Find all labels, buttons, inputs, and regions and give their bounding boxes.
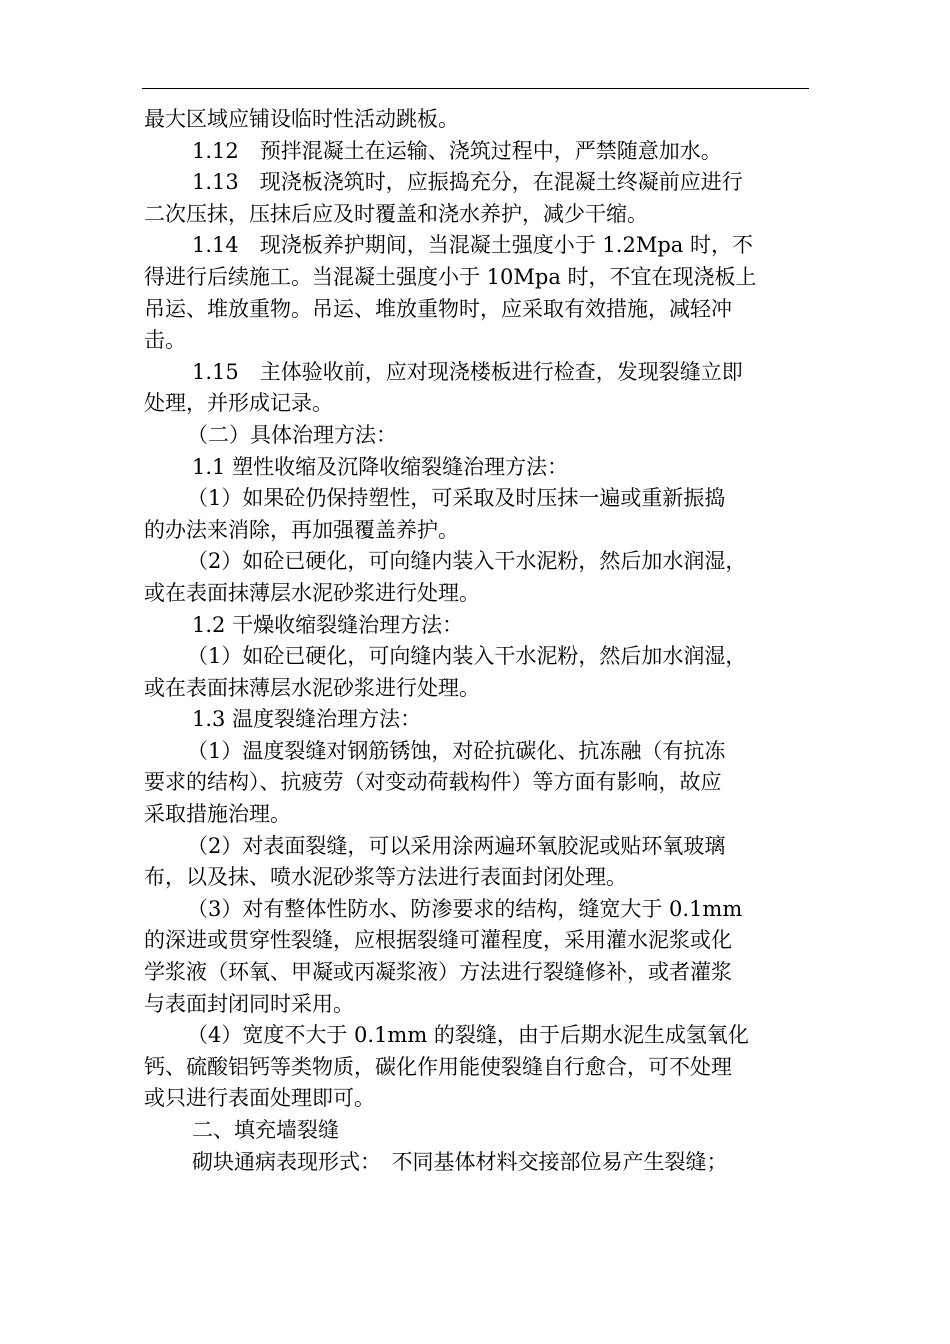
text-line: 1.14 现浇板养护期间，当混凝土强度小于 1.2Mpa 时，不 <box>192 233 753 258</box>
text-line: 1.2 干燥收缩裂缝治理方法： <box>192 612 464 637</box>
text-line: 采取措施治理。 <box>144 802 291 827</box>
text-line: （3）对有整体性防水、防渗要求的结构，缝宽大于 0.1mm <box>187 896 743 921</box>
text-line: （1）温度裂缝对钢筋锈蚀，对砼抗碳化、抗冻融（有抗冻 <box>187 738 726 763</box>
text-line: 的办法来消除，再加强覆盖养护。 <box>144 517 459 542</box>
text-line: 1.1 塑性收缩及沉降收缩裂缝治理方法： <box>192 454 569 479</box>
text-line: （4）宽度不大于 0.1mm 的裂缝，由于后期水泥生成氢氧化 <box>187 1023 749 1048</box>
text-line: 处理，并形成记录。 <box>144 391 333 416</box>
text-line: 1.3 温度裂缝治理方法： <box>192 707 422 732</box>
text-line: 二次压抹，压抹后应及时覆盖和浇水养护，减少干缩。 <box>144 201 648 226</box>
text-line: 最大区域应铺设临时性活动跳板。 <box>144 107 459 131</box>
text-line: 或只进行表面处理即可。 <box>144 1086 375 1111</box>
text-line: 的深进或贯穿性裂缝，应根据裂缝可灌程度，采用灌水泥浆或化 <box>144 928 732 953</box>
text-line: 击。 <box>144 328 186 353</box>
text-line: 钙、硫酸铝钙等类物质，碳化作用能使裂缝自行愈合，可不处理 <box>144 1054 732 1079</box>
text-line: 1.15 主体验收前，应对现浇楼板进行检查，发现裂缝立即 <box>192 359 743 384</box>
text-line: 砌块通病表现形式： 不同基体材料交接部位易产生裂缝； <box>192 1149 728 1174</box>
text-line: 与表面封闭同时采用。 <box>144 991 354 1016</box>
document-body <box>144 104 809 1178</box>
text-line: （2）对表面裂缝，可以采用涂两遍环氧胶泥或贴环氧玻璃 <box>187 833 726 858</box>
text-line: （1）如砼已硬化，可向缝内装入干水泥粉，然后加水润湿， <box>187 644 747 669</box>
text-line: （1）如果砼仍保持塑性，可采取及时压抹一遍或重新振捣 <box>187 486 726 511</box>
text-line: （二）具体治理方法： <box>187 422 397 447</box>
text-line: 得进行后续施工。当混凝土强度小于 10Mpa 时，不宜在现浇板上 <box>144 264 757 289</box>
header-rule <box>142 88 809 89</box>
text-line: 1.13 现浇板浇筑时，应振捣充分，在混凝土终凝前应进行 <box>192 170 743 195</box>
text-line: 或在表面抹薄层水泥砂浆进行处理。 <box>144 675 480 700</box>
text-line: 学浆液（环氧、甲凝或丙凝浆液）方法进行裂缝修补，或者灌浆 <box>144 960 732 985</box>
text-line: 布，以及抹、喷水泥砂浆等方法进行表面封闭处理。 <box>144 865 627 890</box>
text-line: （2）如砼已硬化，可向缝内装入干水泥粉，然后加水润湿， <box>187 549 747 574</box>
text-line: 要求的结构）、抗疲劳（对变动荷载构件）等方面有影响，故应 <box>144 770 722 795</box>
text-line: 吊运、堆放重物。吊运、堆放重物时，应采取有效措施，减轻冲 <box>144 296 732 321</box>
text-line: 或在表面抹薄层水泥砂浆进行处理。 <box>144 580 480 605</box>
text-line: 1.12 预拌混凝土在运输、浇筑过程中，严禁随意加水。 <box>192 138 722 163</box>
text-line: 二、填充墙裂缝 <box>192 1118 339 1142</box>
